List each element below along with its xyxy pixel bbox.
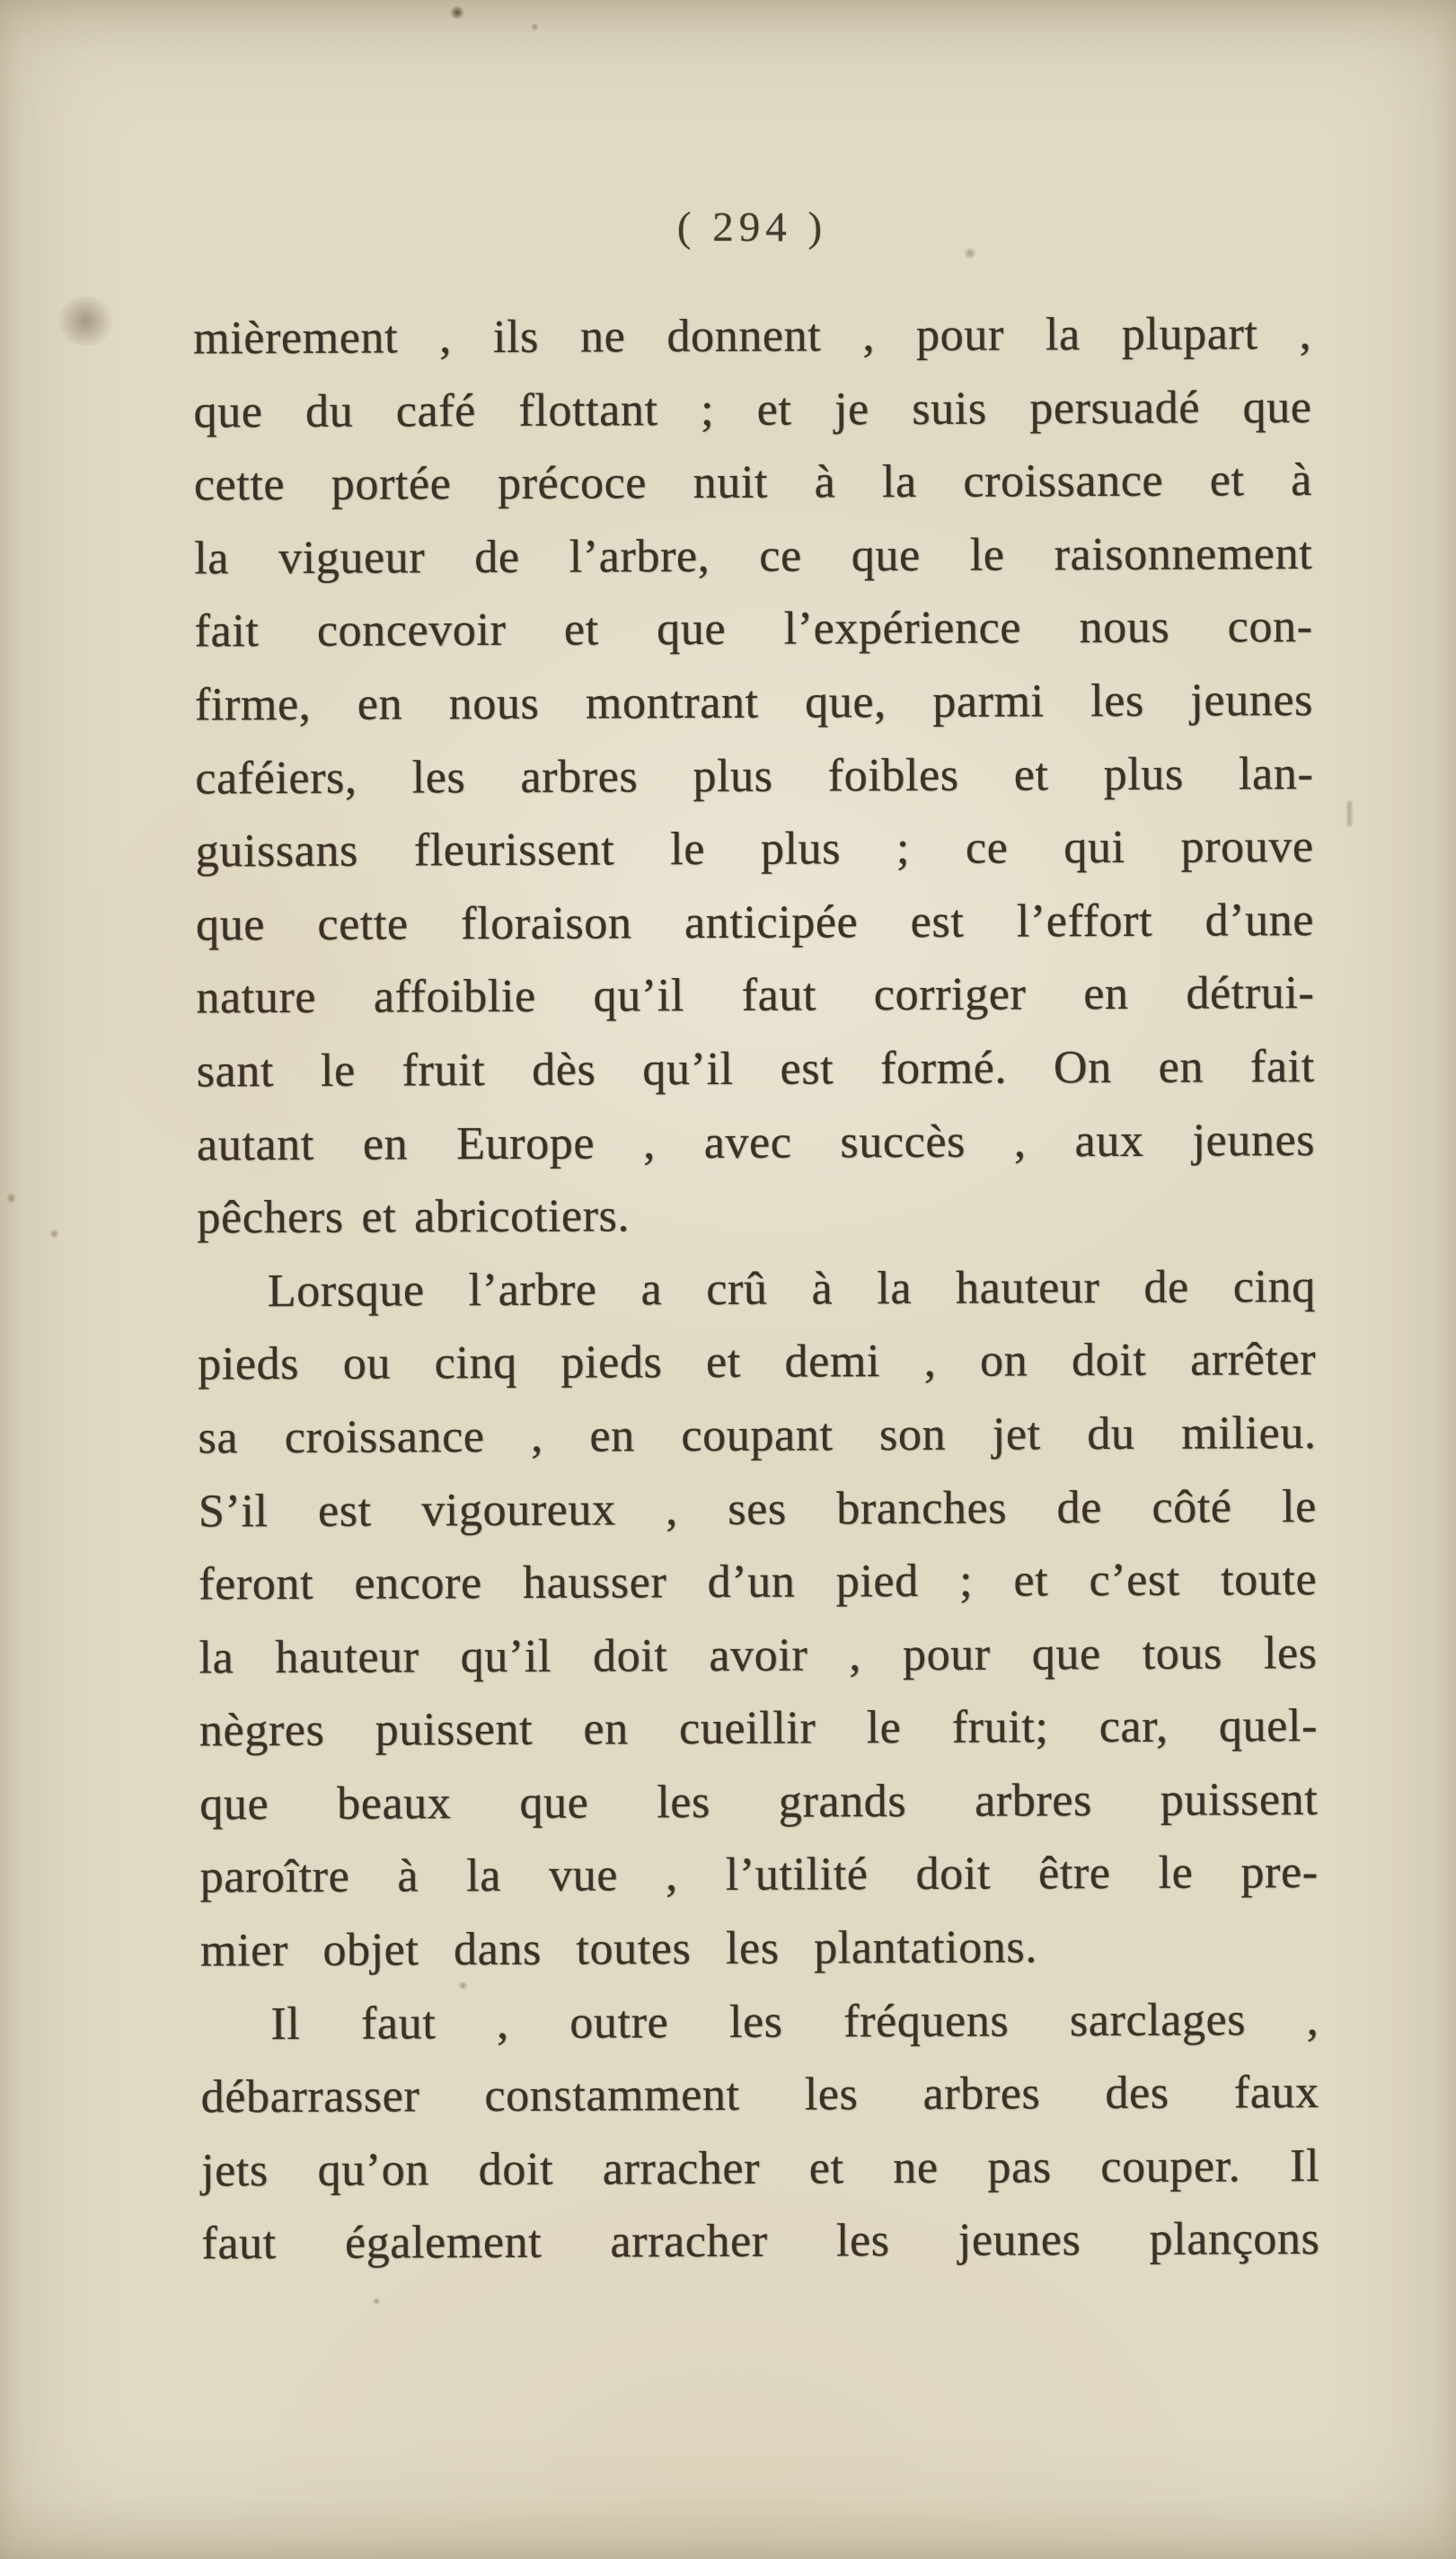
paper-speck — [1347, 801, 1352, 826]
text-line: débarrasser constamment les arbres des faux — [200, 2067, 1319, 2123]
page-number: ( 294 ) — [676, 204, 828, 251]
paper-speck — [54, 296, 117, 346]
text-line: mièrement , ils ne donnent , pour la plupart , — [193, 307, 1312, 365]
text-line: la vigueur de l’arbre, ce que le raisonnement — [194, 527, 1313, 585]
text-line: jets qu’on doit arracher et ne pas couper. Il — [200, 2140, 1320, 2197]
text-line: S’il est vigoureux , ses branches de côté le — [198, 1480, 1317, 1537]
text-line: paroître à la vue , l’utilité doit être le pre- — [199, 1847, 1319, 1903]
text-line: faut également arracher les jeunes plançons — [201, 2213, 1320, 2270]
text-line: nègres puissent en cueillir le fruit; car, quel- — [199, 1700, 1319, 1757]
text-line: pieds ou cinq pieds et demi , on doit arrêter — [198, 1334, 1317, 1390]
text-line: que du café flottant ; et je suis persuadé que — [193, 381, 1312, 438]
text-line: feront encore hausser d’un pied ; et c’est toute — [199, 1554, 1318, 1610]
text-line: mier objet dans toutes les plantations. — [199, 1921, 1038, 1977]
paper-speck — [372, 2298, 381, 2305]
text-line: sant le fruit dès qu’il est formé. On en fait — [196, 1040, 1315, 1098]
text-line: que cette floraison anticipée est l’effort d’une — [195, 894, 1315, 951]
text-line: fait concevoir et que l’expérience nous con- — [194, 601, 1313, 657]
text-line: nature affoiblie qu’il faut corriger en détrui- — [196, 967, 1315, 1024]
paper-speck — [530, 23, 540, 31]
paper-speck — [450, 5, 464, 20]
text-line: la hauteur qu’il doit avoir , pour que tous les — [199, 1627, 1318, 1684]
text-line: que beaux que les grands arbres puissent — [199, 1773, 1319, 1831]
text-line: Il faut , outre les fréquens sarclages , — [270, 1993, 1319, 2050]
text-line: pêchers et abricotiers. — [197, 1190, 631, 1244]
text-line: guissans fleurissent le plus ; ce qui prouve — [195, 821, 1314, 878]
text-line: caféiers, les arbres plus foibles et plus lan- — [195, 747, 1314, 804]
text-line: cette portée précoce nuit à la croissance et à — [193, 454, 1313, 511]
text-line: Lorsque l’arbre a crû à la hauteur de cinq — [267, 1260, 1316, 1317]
text-line: firme, en nous montrant que, parmi les jeunes — [194, 674, 1314, 731]
paper-speck — [7, 1191, 15, 1205]
text-block — [193, 297, 1320, 2281]
text-line: autant en Europe , avec succès , aux jeunes — [196, 1114, 1316, 1170]
paper-speck — [49, 1229, 59, 1239]
text-line: sa croissance , en coupant son jet du milieu. — [198, 1407, 1317, 1464]
